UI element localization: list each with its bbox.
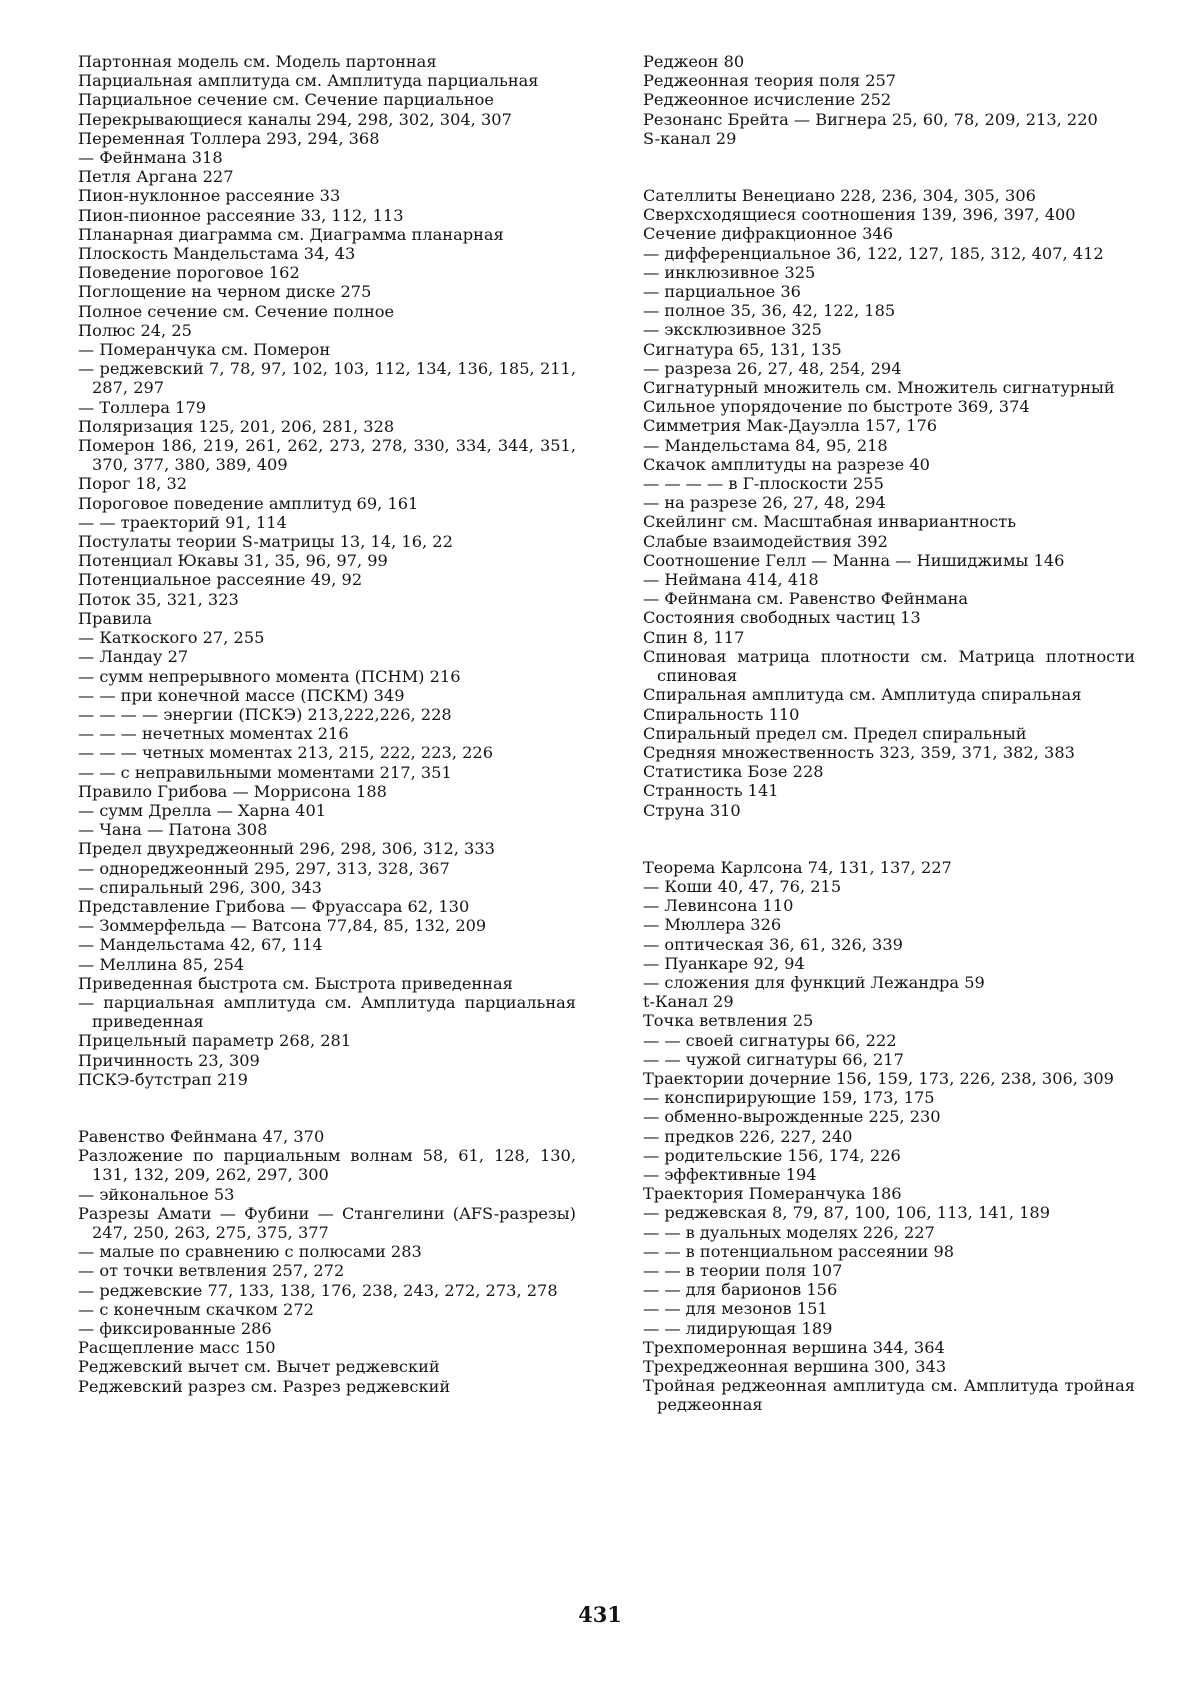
index-entry: Постулаты теории S-матрицы 13, 14, 16, 22	[78, 532, 453, 552]
index-entry: — Мюллера 326	[643, 915, 782, 935]
index-entry: Прицельный параметр 268, 281	[78, 1031, 352, 1051]
index-entry: — Пуанкаре 92, 94	[643, 953, 805, 973]
index-entry: — — — четных моментах 213, 215, 222, 223, 226	[78, 743, 494, 763]
index-entry: Спиральный предел см. Предел спиральный	[643, 723, 1027, 743]
index-entry: Поглощение на черном диске 275	[78, 282, 372, 302]
index-block-t	[643, 858, 1135, 1415]
index-entry: Реджеон 80	[643, 52, 745, 71]
index-entry: Приведенная быстрота см. Быстрота приведенная	[78, 973, 513, 993]
index-entry: — сумм Дрелла — Харна 401	[78, 800, 327, 820]
index-entry: — — для барионов 156	[643, 1280, 838, 1300]
index-entry: Трехреджеонная вершина 300, 343	[643, 1357, 947, 1376]
index-entry: Поток 35, 321, 323	[78, 589, 239, 609]
index-entry: Петля Аргана 227	[78, 167, 234, 187]
index-entry: Планарная диаграмма см. Диаграмма планарная	[78, 224, 504, 244]
index-entry: — однореджеонный 295, 297, 313, 328, 367	[78, 858, 450, 878]
index-entry: — эксклюзивное 325	[643, 320, 822, 340]
index-entry: ПСКЭ-бутстрап 219	[78, 1069, 248, 1089]
index-entry: S-канал 29	[643, 128, 737, 148]
index-entry: Пион-нуклонное рассеяние 33	[78, 186, 341, 206]
index-entry: — от точки ветвления 257, 272	[78, 1261, 345, 1281]
right-column	[643, 52, 1135, 1415]
index-entry: — Фейнмана см. Равенство Фейнмана	[643, 589, 969, 609]
index-entry: — реджевский 7, 78, 97, 102, 103, 112, 134, 136, 185, 211, 287, 297	[78, 359, 576, 398]
index-entry: — сумм непрерывного момента (ПСНМ) 216	[78, 666, 461, 686]
index-entry: — Зоммерфельда — Ватсона 77,84, 85, 132, 209	[78, 916, 487, 936]
index-entry: Состояния свободных частиц 13	[643, 608, 921, 628]
index-entry: Пион-пионное рассеяние 33, 112, 113	[78, 205, 404, 225]
index-entry: — — в теории поля 107	[643, 1260, 843, 1280]
index-block-r-cont	[643, 52, 1135, 148]
index-entry: — Мандельстама 84, 95, 218	[643, 435, 888, 455]
index-entry: — малые по сравнению с полюсами 283	[78, 1242, 422, 1262]
index-entry: Траектории дочерние 156, 159, 173, 226, 238, 306, 309	[643, 1068, 1114, 1088]
index-entry: Точка ветвления 25	[643, 1011, 814, 1031]
index-entry: t-Канал 29	[643, 992, 734, 1012]
index-entry: Реджеонное исчисление 252	[643, 90, 892, 110]
index-entry: — Ландау 27	[78, 647, 189, 667]
index-entry: Разрезы Амати — Фубини — Стангелини (AFS-разрезы) 247, 250, 263, 275, 375, 377	[78, 1203, 576, 1242]
index-entry: — Померанчука см. Померон	[78, 340, 331, 360]
index-entry: Равенство Фейнмана 47, 370	[78, 1126, 325, 1146]
index-entry: — — чужой сигнатуры 66, 217	[643, 1049, 904, 1069]
index-entry: Потенциал Юкавы 31, 35, 96, 97, 99	[78, 551, 388, 571]
index-entry: — Толлера 179	[78, 397, 207, 417]
index-entry: Реджевский вычет см. Вычет реджевский	[78, 1357, 440, 1377]
index-entry: — Каткоского 27, 255	[78, 628, 265, 648]
index-entry: — — с неправильными моментами 217, 351	[78, 762, 452, 782]
index-entry: — разреза 26, 27, 48, 254, 294	[643, 358, 902, 378]
index-entry: — инклюзивное 325	[643, 262, 816, 282]
section-gap	[643, 820, 1135, 858]
index-entry: Полюс 24, 25	[78, 320, 192, 340]
index-entry: — — своей сигнатуры 66, 222	[643, 1030, 897, 1050]
index-entry: Средняя множественность 323, 359, 371, 382, 383	[643, 742, 1075, 762]
index-entry: Спин 8, 117	[643, 627, 745, 647]
index-entry: Партонная модель см. Модель партонная	[78, 52, 437, 71]
index-entry: Правила	[78, 608, 152, 628]
index-entry: Парциальная амплитуда см. Амплитуда парциальная	[78, 71, 539, 91]
index-entry: Струна 310	[643, 800, 741, 820]
index-entry: — оптическая 36, 61, 326, 339	[643, 934, 903, 954]
index-entry: — — в потенциальном рассеянии 98	[643, 1241, 955, 1261]
index-entry: — предков 226, 227, 240	[643, 1126, 853, 1146]
index-entry: Предел двухреджеонный 296, 298, 306, 312, 333	[78, 839, 495, 859]
index-entry: — — — — в Γ-плоскости 255	[643, 474, 884, 494]
index-entry: Статистика Бозе 228	[643, 762, 824, 782]
index-entry: Полное сечение см. Сечение полное	[78, 301, 395, 321]
index-entry: Поляризация 125, 201, 206, 281, 328	[78, 416, 395, 436]
index-entry: Переменная Толлера 293, 294, 368	[78, 128, 380, 148]
index-entry: Расщепление масс 150	[78, 1338, 276, 1358]
index-entry: — Чана — Патона 308	[78, 820, 268, 840]
index-entry: — — при конечной массе (ПСКМ) 349	[78, 685, 405, 705]
index-entry: Резонанс Брейта — Вигнера 25, 60, 78, 209, 213, 220	[643, 109, 1098, 129]
index-entry: — — лидирующая 189	[643, 1318, 833, 1338]
index-entry: — фиксированные 286	[78, 1319, 272, 1338]
index-entry: Причинность 23, 309	[78, 1050, 260, 1070]
index-entry: Теорема Карлсона 74, 131, 137, 227	[643, 857, 952, 877]
index-entry: Правило Грибова — Моррисона 188	[78, 781, 387, 801]
index-entry: — обменно-вырожденные 225, 230	[643, 1107, 941, 1127]
index-entry: — с конечным скачком 272	[78, 1299, 314, 1319]
section-gap	[643, 148, 1135, 186]
index-entry: Тройная реджеонная амплитуда см. Амплитуда тройная реджеонная	[643, 1376, 1135, 1415]
index-entry: — парциальное 36	[643, 282, 801, 302]
index-entry: Парциальное сечение см. Сечение парциальное	[78, 90, 494, 110]
section-gap	[78, 1089, 576, 1127]
index-block-s	[643, 186, 1135, 820]
index-entry: Спиновая матрица плотности см. Матрица плотности спиновая	[643, 646, 1135, 686]
index-entry: — парциальная амплитуда см. Амплитуда парциальная приведенная	[78, 992, 576, 1032]
index-entry: Плоскость Мандельстама 34, 43	[78, 244, 356, 264]
index-entry: — полное 35, 36, 42, 122, 185	[643, 301, 896, 321]
index-entry: — Мандельстама 42, 67, 114	[78, 935, 323, 955]
index-entry: Порог 18, 32	[78, 474, 188, 494]
index-entry: — Коши 40, 47, 76, 215	[643, 876, 842, 896]
index-entry: Скейлинг см. Масштабная инвариантность	[643, 512, 1017, 532]
index-entry: Перекрывающиеся каналы 294, 298, 302, 304, 307	[78, 109, 512, 129]
index-entry: Реджеонная теория поля 257	[643, 71, 897, 91]
index-entry: — конспирирующие 159, 173, 175	[643, 1088, 935, 1108]
index-entry: Симметрия Мак-Дауэлла 157, 176	[643, 416, 938, 436]
index-entry: Спиральная амплитуда см. Амплитуда спиральная	[643, 685, 1082, 705]
index-entry: Сигнатура 65, 131, 135	[643, 339, 842, 359]
index-entry: — спиральный 296, 300, 343	[78, 877, 322, 897]
index-entry: Померон 186, 219, 261, 262, 273, 278, 330, 334, 344, 351, 370, 377, 380, 389, 409	[78, 436, 576, 475]
index-entry: — сложения для функций Лежандра 59	[643, 972, 985, 992]
index-entry: Спиральность 110	[643, 704, 800, 724]
index-entry: Сигнатурный множитель см. Множитель сигнатурный	[643, 378, 1115, 398]
index-entry: — Левинсона 110	[643, 896, 794, 916]
index-entry: Поведение пороговое 162	[78, 263, 300, 283]
index-entry: Потенциальное рассеяние 49, 92	[78, 570, 363, 590]
index-entry: Сателлиты Венециано 228, 236, 304, 305, 306	[643, 186, 1036, 206]
index-entry: — — для мезонов 151	[643, 1299, 828, 1319]
index-entry: — дифференциальное 36, 122, 127, 185, 312, 407, 412	[643, 243, 1104, 263]
index-entry: — эйкональное 53	[78, 1184, 235, 1204]
index-entry: Сверхсходящиеся соотношения 139, 396, 397, 400	[643, 205, 1076, 225]
index-entry: Представление Грибова — Фруассара 62, 130	[78, 896, 470, 916]
left-column	[78, 52, 576, 1396]
index-entry: Реджевский разрез см. Разрез реджевский	[78, 1376, 451, 1396]
index-entry: — родительские 156, 174, 226	[643, 1145, 901, 1165]
index-entry: Траектория Померанчука 186	[643, 1184, 902, 1204]
index-entry: — на разрезе 26, 27, 48, 294	[643, 493, 886, 513]
index-entry: — — — нечетных моментах 216	[78, 724, 349, 744]
index-entry: — реджевские 77, 133, 138, 176, 238, 243, 272, 273, 278	[78, 1280, 558, 1300]
index-entry: — — — — энергии (ПСКЭ) 213,222,226, 228	[78, 704, 452, 724]
index-entry: — реджевская 8, 79, 87, 100, 106, 113, 141, 189	[643, 1203, 1051, 1223]
index-entry: Разложение по парциальным волнам 58, 61, 128, 130, 131, 132, 209, 262, 297, 300	[78, 1146, 576, 1185]
index-entry: — — в дуальных моделях 226, 227	[643, 1222, 935, 1242]
index-entry: Странность 141	[643, 781, 779, 801]
index-entry: Сильное упорядочение по быстроте 369, 374	[643, 397, 1030, 417]
index-entry: Сечение дифракционное 346	[643, 224, 893, 244]
page-number: 431	[578, 1602, 622, 1627]
index-entry: Пороговое поведение амплитуд 69, 161	[78, 493, 419, 513]
index-entry: — эффективные 194	[643, 1164, 817, 1184]
index-entry: Соотношение Гелл — Манна — Нишиджимы 146	[643, 550, 1065, 570]
index-entry: Слабые взаимодействия 392	[643, 531, 888, 551]
index-block-p	[78, 52, 576, 1089]
index-entry: — Фейнмана 318	[78, 148, 223, 168]
index-entry: — — траекторий 91, 114	[78, 512, 287, 532]
index-entry: Трехпомеронная вершина 344, 364	[643, 1337, 945, 1357]
index-entry: — Меллина 85, 254	[78, 954, 245, 974]
index-entry: Скачок амплитуды на разрезе 40	[643, 454, 930, 474]
index-block-r	[78, 1127, 576, 1396]
index-entry: — Неймана 414, 418	[643, 570, 819, 590]
